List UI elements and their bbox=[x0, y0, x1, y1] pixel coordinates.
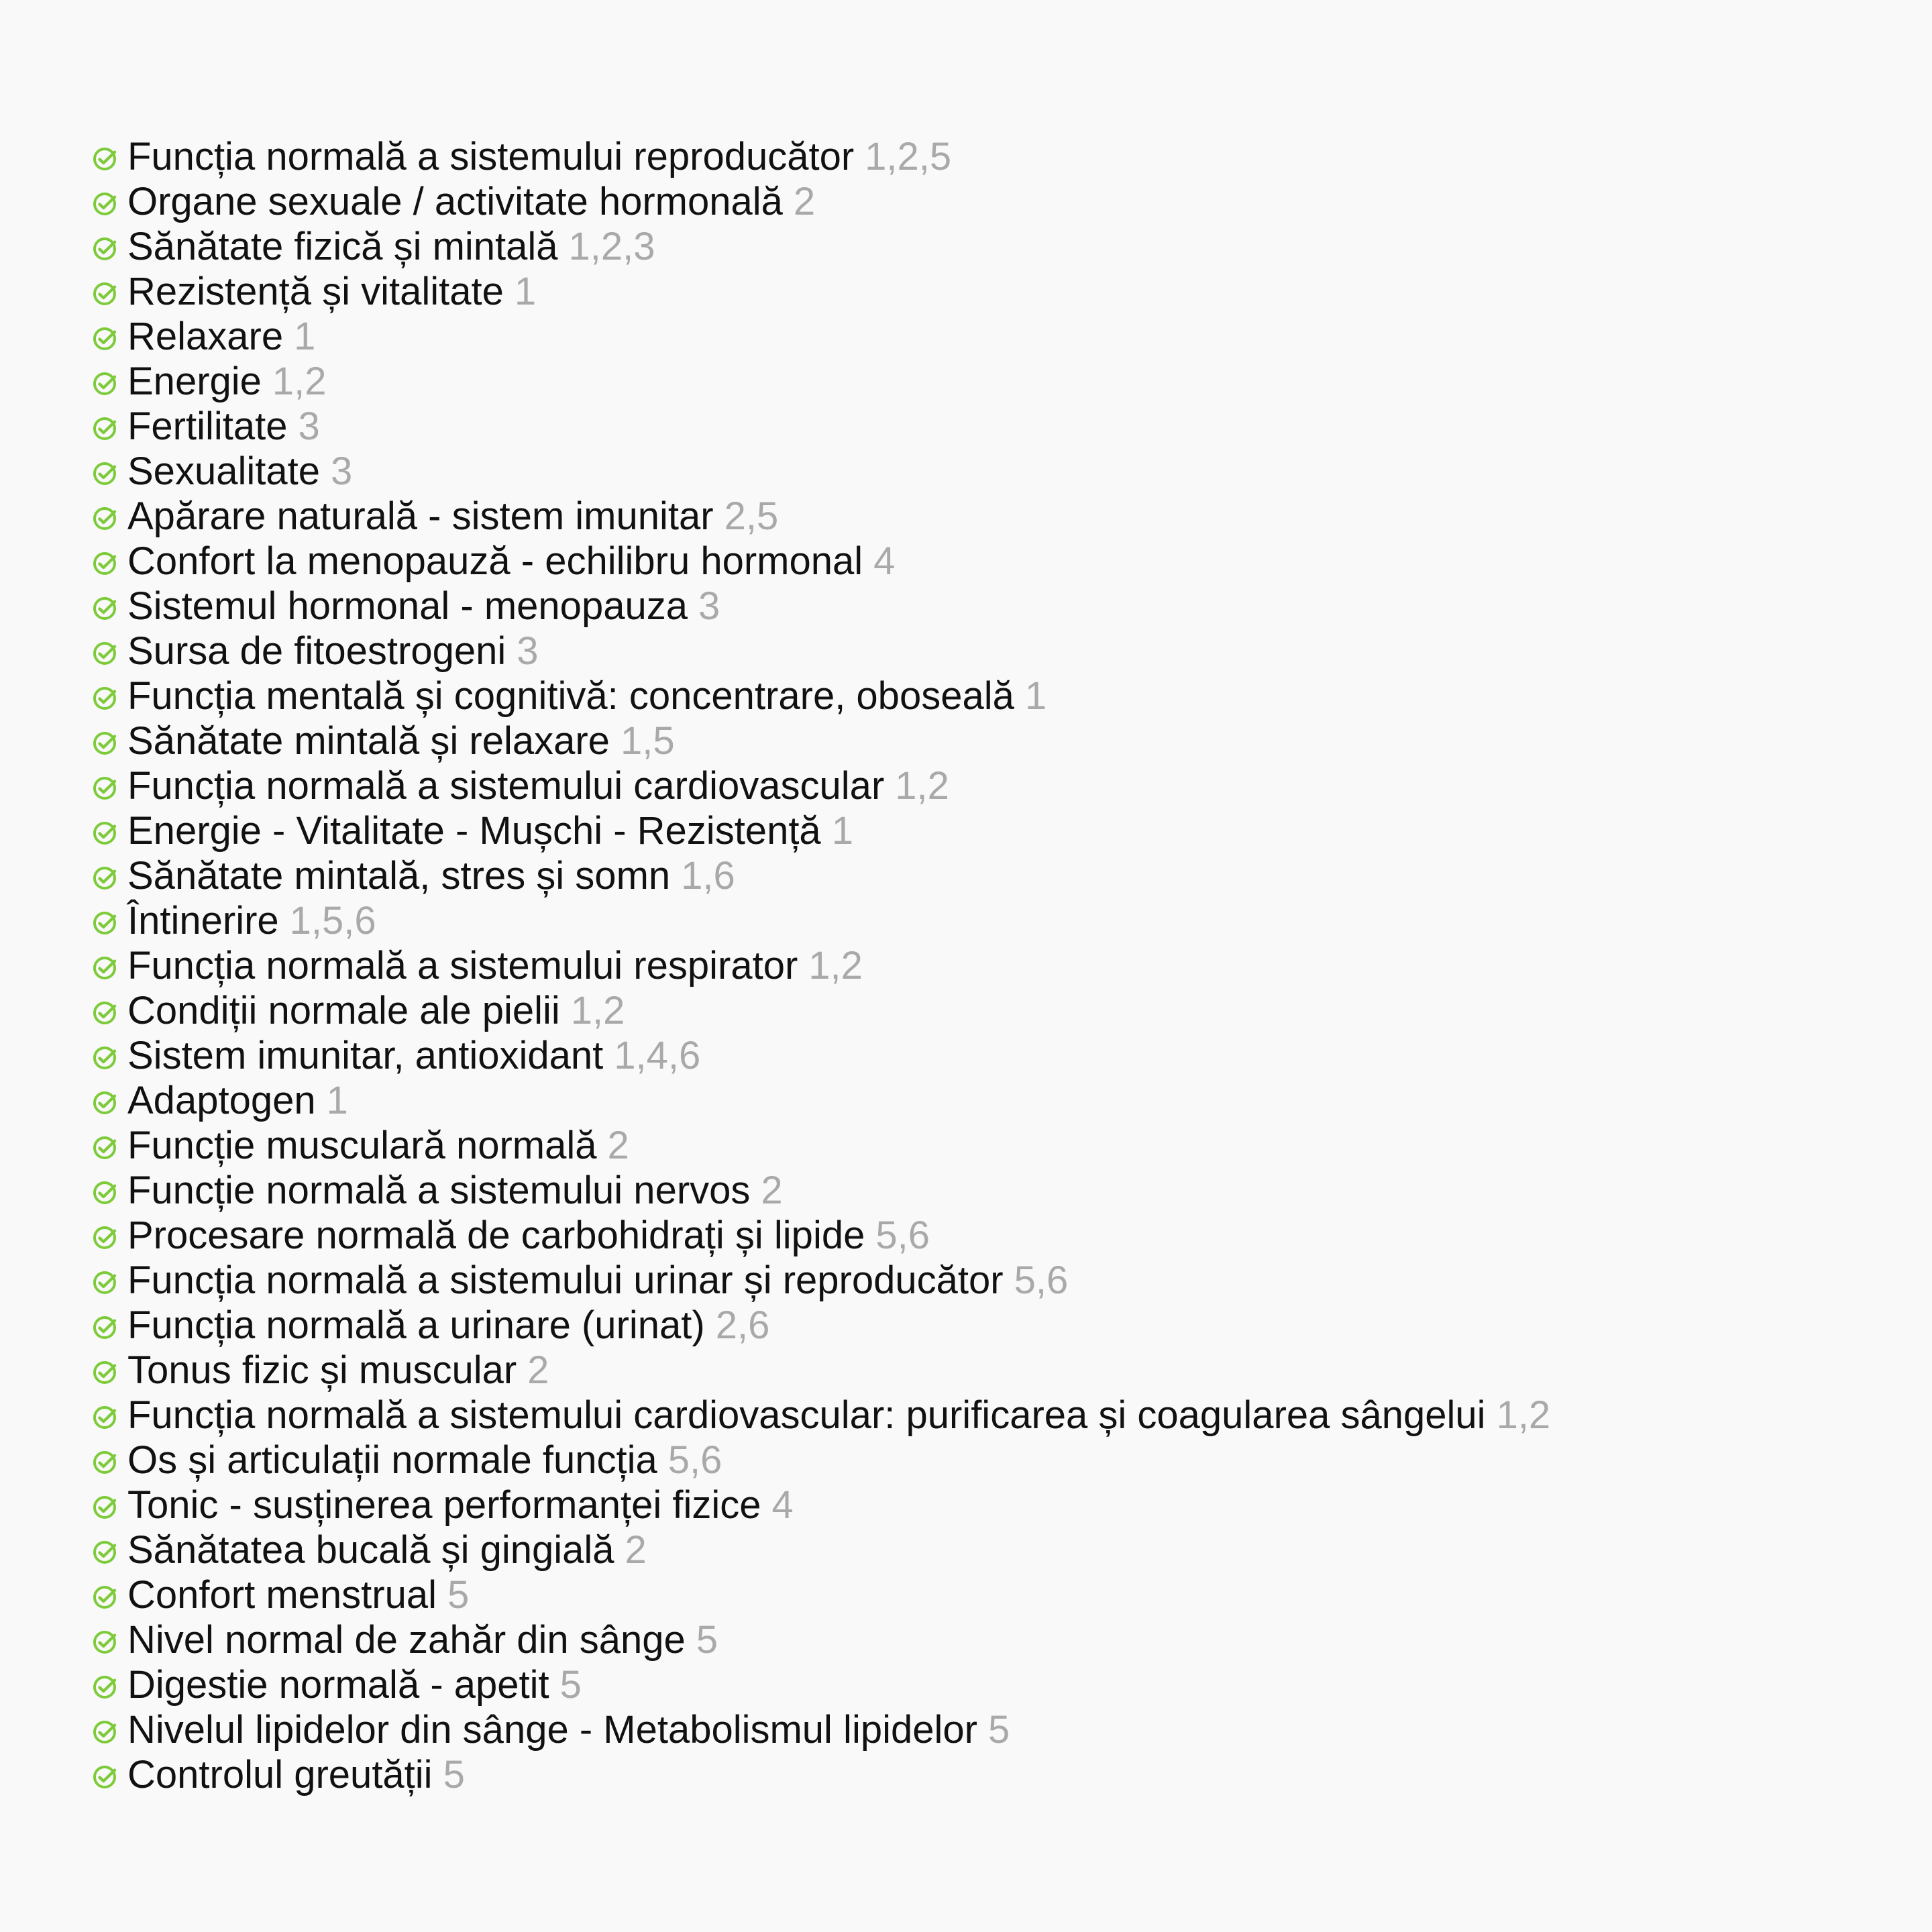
benefit-label: Funcție normală a sistemului nervos bbox=[127, 1169, 751, 1212]
benefit-refs: 1,2 bbox=[808, 944, 863, 987]
check-circle-icon bbox=[91, 640, 118, 667]
list-item bbox=[91, 494, 1550, 539]
check-circle-icon bbox=[91, 1764, 118, 1790]
list-item bbox=[91, 1168, 1550, 1213]
benefit-label: Condiții normale ale pielii bbox=[127, 989, 560, 1032]
list-item bbox=[91, 359, 1550, 404]
check-circle-icon bbox=[91, 865, 118, 892]
check-circle-icon bbox=[91, 1449, 118, 1476]
benefit-label: Nivel normal de zahăr din sânge bbox=[127, 1618, 686, 1662]
list-item bbox=[91, 1662, 1550, 1707]
benefit-refs: 3 bbox=[517, 629, 539, 673]
list-item bbox=[91, 1572, 1550, 1617]
benefit-label: Tonus fizic și muscular bbox=[127, 1348, 517, 1392]
list-item bbox=[91, 988, 1550, 1033]
list-item bbox=[91, 898, 1550, 943]
list-item bbox=[91, 629, 1550, 674]
benefit-label: Funcția normală a sistemului urinar și reproducător bbox=[127, 1258, 1004, 1302]
list-item bbox=[91, 1258, 1550, 1303]
check-circle-icon bbox=[91, 1000, 118, 1026]
check-circle-icon bbox=[91, 910, 118, 936]
list-item bbox=[91, 1033, 1550, 1078]
check-circle-icon bbox=[91, 550, 118, 577]
check-circle-icon bbox=[91, 415, 118, 442]
check-circle-icon bbox=[91, 1719, 118, 1746]
list-item bbox=[91, 718, 1550, 763]
check-circle-icon bbox=[91, 191, 118, 217]
benefit-refs: 2 bbox=[607, 1124, 629, 1167]
list-item bbox=[91, 449, 1550, 494]
benefit-refs: 1 bbox=[326, 1079, 348, 1122]
benefit-label: Funcția normală a sistemului respirator bbox=[127, 944, 798, 987]
list-item bbox=[91, 1752, 1550, 1797]
check-circle-icon bbox=[91, 1494, 118, 1521]
benefit-label: Funcția normală a sistemului reproducător bbox=[127, 135, 855, 178]
benefit-refs: 5 bbox=[987, 1708, 1010, 1752]
check-circle-icon bbox=[91, 1539, 118, 1566]
check-circle-icon bbox=[91, 730, 118, 757]
benefit-label: Procesare normală de carbohidrați și lipide bbox=[127, 1214, 865, 1257]
check-circle-icon bbox=[91, 1629, 118, 1656]
list-item bbox=[91, 1213, 1550, 1258]
benefit-refs: 1,2,3 bbox=[568, 225, 655, 268]
benefit-refs: 2,5 bbox=[724, 494, 779, 538]
check-circle-icon bbox=[91, 460, 118, 487]
benefit-refs: 5 bbox=[696, 1618, 718, 1662]
benefit-label: Funcția normală a urinare (urinat) bbox=[127, 1303, 705, 1347]
check-circle-icon bbox=[91, 775, 118, 802]
list-item bbox=[91, 1617, 1550, 1662]
benefit-refs: 1,2 bbox=[1496, 1393, 1551, 1437]
check-circle-icon bbox=[91, 1404, 118, 1431]
benefit-refs: 5,6 bbox=[1014, 1258, 1069, 1302]
list-item bbox=[91, 134, 1550, 179]
list-item bbox=[91, 1393, 1550, 1438]
benefit-refs: 1,5 bbox=[620, 719, 675, 763]
check-circle-icon bbox=[91, 1044, 118, 1071]
list-item bbox=[91, 763, 1550, 808]
benefit-refs: 1,4,6 bbox=[614, 1034, 701, 1077]
check-circle-icon bbox=[91, 325, 118, 352]
list-item bbox=[91, 674, 1550, 718]
benefit-refs: 5 bbox=[443, 1753, 465, 1796]
benefit-label: Sistemul hormonal - menopauza bbox=[127, 584, 688, 628]
benefit-refs: 4 bbox=[771, 1483, 794, 1527]
benefit-refs: 1,2 bbox=[895, 764, 949, 808]
benefit-refs: 4 bbox=[873, 539, 896, 583]
benefit-refs: 3 bbox=[698, 584, 720, 628]
benefit-label: Controlul greutății bbox=[127, 1753, 433, 1796]
list-item bbox=[91, 404, 1550, 449]
benefit-refs: 1,2 bbox=[272, 360, 327, 403]
benefit-label: Adaptogen bbox=[127, 1079, 316, 1122]
benefit-label: Întinerire bbox=[127, 899, 279, 943]
benefit-label: Funcția normală a sistemului cardiovascular: purificarea și coagularea sângelui bbox=[127, 1393, 1486, 1437]
list-item bbox=[91, 224, 1550, 269]
list-item bbox=[91, 1527, 1550, 1572]
check-circle-icon bbox=[91, 370, 118, 397]
benefit-label: Os și articulații normale funcția bbox=[127, 1438, 657, 1482]
list-item bbox=[91, 808, 1550, 853]
benefit-label: Sănătate fizică și mintală bbox=[127, 225, 558, 268]
list-item bbox=[91, 539, 1550, 584]
benefit-label: Energie - Vitalitate - Mușchi - Rezistență bbox=[127, 809, 821, 853]
benefit-refs: 5,6 bbox=[875, 1214, 930, 1257]
benefit-label: Funcția mentală și cognitivă: concentrare, oboseală bbox=[127, 674, 1014, 718]
benefit-refs: 3 bbox=[298, 405, 320, 448]
check-circle-icon bbox=[91, 1269, 118, 1296]
benefit-label: Energie bbox=[127, 360, 262, 403]
list-item bbox=[91, 1123, 1550, 1168]
benefit-label: Funcție musculară normală bbox=[127, 1124, 597, 1167]
benefit-label: Confort la menopauză - echilibru hormonal bbox=[127, 539, 863, 583]
benefit-label: Funcția normală a sistemului cardiovascular bbox=[127, 764, 885, 808]
list-item bbox=[91, 1707, 1550, 1752]
benefit-label: Sănătatea bucală și gingială bbox=[127, 1528, 614, 1572]
check-circle-icon bbox=[91, 1224, 118, 1251]
benefit-refs: 2 bbox=[527, 1348, 549, 1392]
benefit-refs: 1 bbox=[831, 809, 853, 853]
benefit-label: Rezistență și vitalitate bbox=[127, 270, 504, 313]
list-item bbox=[91, 269, 1550, 314]
list-item bbox=[91, 179, 1550, 224]
benefit-refs: 2 bbox=[761, 1169, 783, 1212]
check-circle-icon bbox=[91, 1179, 118, 1206]
list-item bbox=[91, 314, 1550, 359]
benefit-label: Sistem imunitar, antioxidant bbox=[127, 1034, 604, 1077]
list-item bbox=[91, 1483, 1550, 1527]
benefit-label: Digestie normală - apetit bbox=[127, 1663, 549, 1707]
check-circle-icon bbox=[91, 505, 118, 532]
list-item bbox=[91, 853, 1550, 898]
check-circle-icon bbox=[91, 820, 118, 847]
benefit-label: Sănătate mintală și relaxare bbox=[127, 719, 610, 763]
benefit-refs: 1,5,6 bbox=[289, 899, 376, 943]
list-item bbox=[91, 584, 1550, 629]
benefit-refs: 1,6 bbox=[681, 854, 735, 898]
list-item bbox=[91, 1348, 1550, 1393]
benefit-refs: 2 bbox=[625, 1528, 647, 1572]
check-circle-icon bbox=[91, 1134, 118, 1161]
benefit-label: Sursa de fitoestrogeni bbox=[127, 629, 506, 673]
benefit-refs: 1,2,5 bbox=[865, 135, 952, 178]
benefit-refs: 5,6 bbox=[667, 1438, 722, 1482]
benefit-label: Nivelul lipidelor din sânge - Metabolismul lipidelor bbox=[127, 1708, 977, 1752]
check-circle-icon bbox=[91, 146, 118, 172]
check-circle-icon bbox=[91, 280, 118, 307]
benefit-refs: 2,6 bbox=[715, 1303, 770, 1347]
benefit-refs: 2 bbox=[793, 180, 816, 223]
check-circle-icon bbox=[91, 595, 118, 622]
list-item bbox=[91, 943, 1550, 988]
check-circle-icon bbox=[91, 1089, 118, 1116]
benefit-label: Fertilitate bbox=[127, 405, 288, 448]
check-circle-icon bbox=[91, 235, 118, 262]
check-circle-icon bbox=[91, 685, 118, 712]
benefit-refs: 1 bbox=[514, 270, 537, 313]
benefit-label: Relaxare bbox=[127, 315, 284, 358]
benefit-label: Apărare naturală - sistem imunitar bbox=[127, 494, 714, 538]
benefit-label: Tonic - susținerea performanței fizice bbox=[127, 1483, 761, 1527]
check-circle-icon bbox=[91, 1584, 118, 1611]
list-item bbox=[91, 1078, 1550, 1123]
benefit-label: Organe sexuale / activitate hormonală bbox=[127, 180, 783, 223]
benefit-refs: 5 bbox=[559, 1663, 582, 1707]
benefit-refs: 1,2 bbox=[570, 989, 625, 1032]
benefit-refs: 3 bbox=[330, 449, 353, 493]
list-item bbox=[91, 1303, 1550, 1348]
check-circle-icon bbox=[91, 955, 118, 981]
benefit-list bbox=[91, 134, 1550, 1797]
check-circle-icon bbox=[91, 1359, 118, 1386]
benefit-label: Sexualitate bbox=[127, 449, 320, 493]
benefit-refs: 5 bbox=[447, 1573, 470, 1617]
benefit-label: Sănătate mintală, stres și somn bbox=[127, 854, 671, 898]
list-item bbox=[91, 1438, 1550, 1483]
check-circle-icon bbox=[91, 1674, 118, 1701]
benefit-refs: 1 bbox=[1024, 674, 1047, 718]
benefit-label: Confort menstrual bbox=[127, 1573, 437, 1617]
check-circle-icon bbox=[91, 1314, 118, 1341]
benefit-refs: 1 bbox=[294, 315, 316, 358]
